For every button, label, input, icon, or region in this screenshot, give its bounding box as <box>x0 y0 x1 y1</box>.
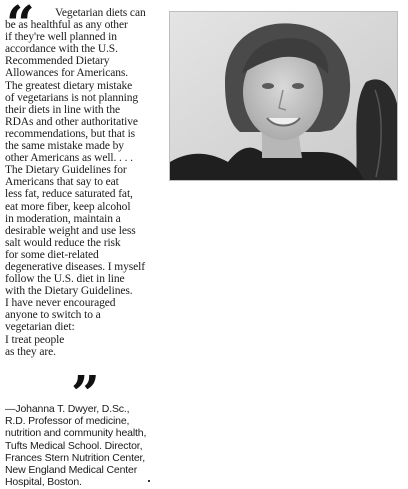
print-speck <box>148 480 150 482</box>
quote-line: their diets in line with the <box>5 103 121 116</box>
quote-line: Allowances for Americans. <box>5 67 129 80</box>
quote-line: as they are. <box>5 345 56 358</box>
quote-line: other Americans as well. . . . <box>5 152 133 165</box>
quote-line: RDAs and other authoritative <box>5 115 138 128</box>
attribution <box>5 403 195 488</box>
quote-line: be as healthful as any other <box>5 19 128 32</box>
quote-line: recommendations, but that is <box>5 127 136 140</box>
attribution-line: Tufts Medical School. Director, <box>5 439 143 452</box>
quote-line: Recommended Dietary <box>5 55 110 68</box>
attribution-line: nutrition and community health, <box>5 427 147 440</box>
quote-line: I have never encouraged <box>5 297 116 310</box>
quote-line: anyone to switch to a <box>5 309 101 322</box>
quote-line: vegetarian diet: <box>5 321 75 334</box>
attribution-line: New England Medical Center <box>5 463 138 476</box>
quote-line: Vegetarian diets can <box>55 7 146 19</box>
open-quote-mark: “ <box>6 0 31 53</box>
quote-line: salt would reduce the risk <box>5 236 121 249</box>
quote-line: the same mistake made by <box>5 140 124 153</box>
quote-line: degenerative diseases. I myself <box>5 260 145 273</box>
quote-line: desirable weight and use less <box>5 224 136 237</box>
quote-line: in moderation, maintain a <box>5 212 121 225</box>
quote-text <box>5 7 181 358</box>
attribution-line: Hospital, Boston. <box>5 476 82 489</box>
quote-line: accordance with the U.S. <box>5 43 118 56</box>
quote-line: I treat people <box>5 333 65 346</box>
quote-line: follow the U.S. diet in line <box>5 273 125 286</box>
quote-line: of vegetarians is not planning <box>5 91 139 104</box>
quote-line: eat more fiber, keep alcohol <box>5 200 131 213</box>
quote-line: Americans that say to eat <box>5 176 119 189</box>
portrait-illustration <box>170 12 398 181</box>
quote-line: if they're well planned in <box>5 31 117 44</box>
attribution-line: —Johanna T. Dwyer, D.Sc., <box>5 403 130 415</box>
close-quote-mark: ” <box>71 364 96 423</box>
quote-line: The Dietary Guidelines for <box>5 164 127 177</box>
quote-line: The greatest dietary mistake <box>5 79 133 92</box>
quote-line: with the Dietary Guidelines. <box>5 285 133 298</box>
attribution-line: R.D. Professor of medicine, <box>5 415 130 428</box>
quote-line: less fat, reduce saturated fat, <box>5 188 133 201</box>
portrait-photo <box>169 11 398 181</box>
quote-line: for some diet-related <box>5 248 99 261</box>
attribution-line: Frances Stern Nutrition Center, <box>5 451 146 464</box>
